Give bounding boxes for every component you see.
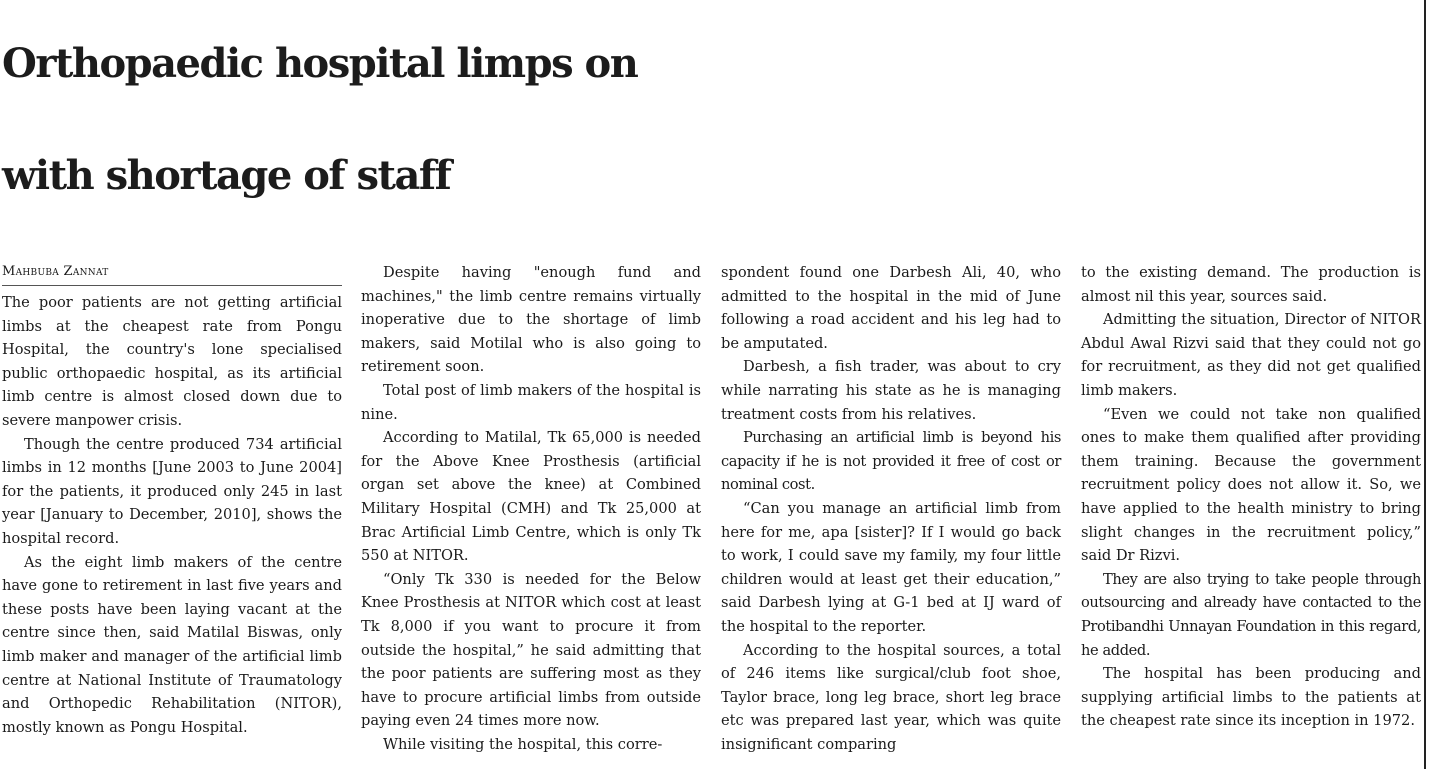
headline-line-2: with shortage of staff (2, 152, 451, 199)
paragraph: Purchasing an artificial limb is beyond his capacity if he is not provided it free of cost or nominal cost. (721, 429, 1061, 494)
paragraph: “Only Tk 330 is needed for the Below Knee Prosthesis at NITOR which cost at least Tk 8,000 if you want to procure it from outside the hospital,” he said admitting that the poor patients are suffering most as they have to procure artificial limbs from outside paying even 24 times more now. (361, 570, 701, 730)
paragraph: to the existing demand. The production is almost nil this year, sources said. (1081, 264, 1421, 305)
paragraph: Admitting the situation, Director of NITOR Abdul Awal Rizvi said that they could not go for recruitment, as they did not get qualified limb makers. (1081, 311, 1421, 399)
byline: Mahbuba Zannat (2, 261, 342, 286)
paragraph: While visiting the hospital, this corre- (383, 735, 663, 753)
paragraph: According to the hospital sources, a total of 246 items like surgical/club foot shoe, Taylor brace, long leg brace, short leg brace etc was prepared last year, which was quite insignificant comparing (721, 641, 1061, 753)
article-column-4 (1081, 261, 1421, 733)
paragraph: According to Matilal, Tk 65,000 is needed for the Above Knee Prosthesis (artificial organ set above the knee) at Combined Military Hospital (CMH) and Tk 25,000 at Brac Artificial Limb Centre, which is only Tk 550 at NITOR. (361, 429, 701, 565)
paragraph: The poor patients are not getting artificial limbs at the cheapest rate from Pongu Hospital, the country's lone specialised public orthopaedic hospital, as its artificial limb centre is almost closed down due to severe manpower crisis. (2, 294, 342, 429)
paragraph: They are also trying to take people through outsourcing and already have contacted to the Protibandhi Unnayan Foundation in this regard, he added. (1081, 570, 1421, 659)
paragraph: The hospital has been producing and supplying artificial limbs to the patients at the cheapest rate since its inception in 1972. (1081, 665, 1421, 730)
paragraph: “Can you manage an artificial limb from here for me, apa [sister]? If I would go back to work, I could save my family, my four little children would at least get their education,” said Darbesh lying at G-1 bed at IJ ward of the hospital to the reporter. (721, 499, 1061, 635)
paragraph: As the eight limb makers of the centre have gone to retirement in last five years and these posts have been laying vacant at the centre since then, said Matilal Biswas, only limb maker and manager of the artificial limb centre at National Institute of Traumatology and Orthopedic Rehabilitation (NITOR), mostly known as Pongu Hospital. (2, 553, 342, 736)
column-divider-rule (1424, 0, 1426, 769)
paragraph: Darbesh, a fish trader, was about to cry while narrating his state as he is managing treatment costs from his relatives. (721, 358, 1061, 423)
headline (2, 8, 1427, 232)
headline-line-1: Orthopaedic hospital limps on (2, 40, 638, 87)
paragraph: Despite having "enough fund and machines," the limb centre remains virtually inoperative due to the shortage of limb makers, said Motilal who is also going to retirement soon. (361, 264, 701, 376)
paragraph: “Even we could not take non qualified ones to make them qualified after providing them training. Because the government recruitment policy does not allow it. So, we have applied to the health ministry to bring slight changes in the recruitment policy,” said Dr Rizvi. (1081, 405, 1421, 565)
article-column-1 (2, 261, 342, 739)
paragraph: Though the centre produced 734 artificial limbs in 12 months [June 2003 to June 2004] for the patients, it produced only 245 in last year [January to December, 2010], shows the hospital record. (2, 435, 342, 547)
paragraph: spondent found one Darbesh Ali, 40, who admitted to the hospital in the mid of June following a road accident and his leg had to be amputated. (721, 264, 1061, 352)
article-column-3 (721, 261, 1061, 756)
paragraph: Total post of limb makers of the hospital is nine. (361, 381, 701, 423)
article-column-2 (361, 261, 701, 756)
